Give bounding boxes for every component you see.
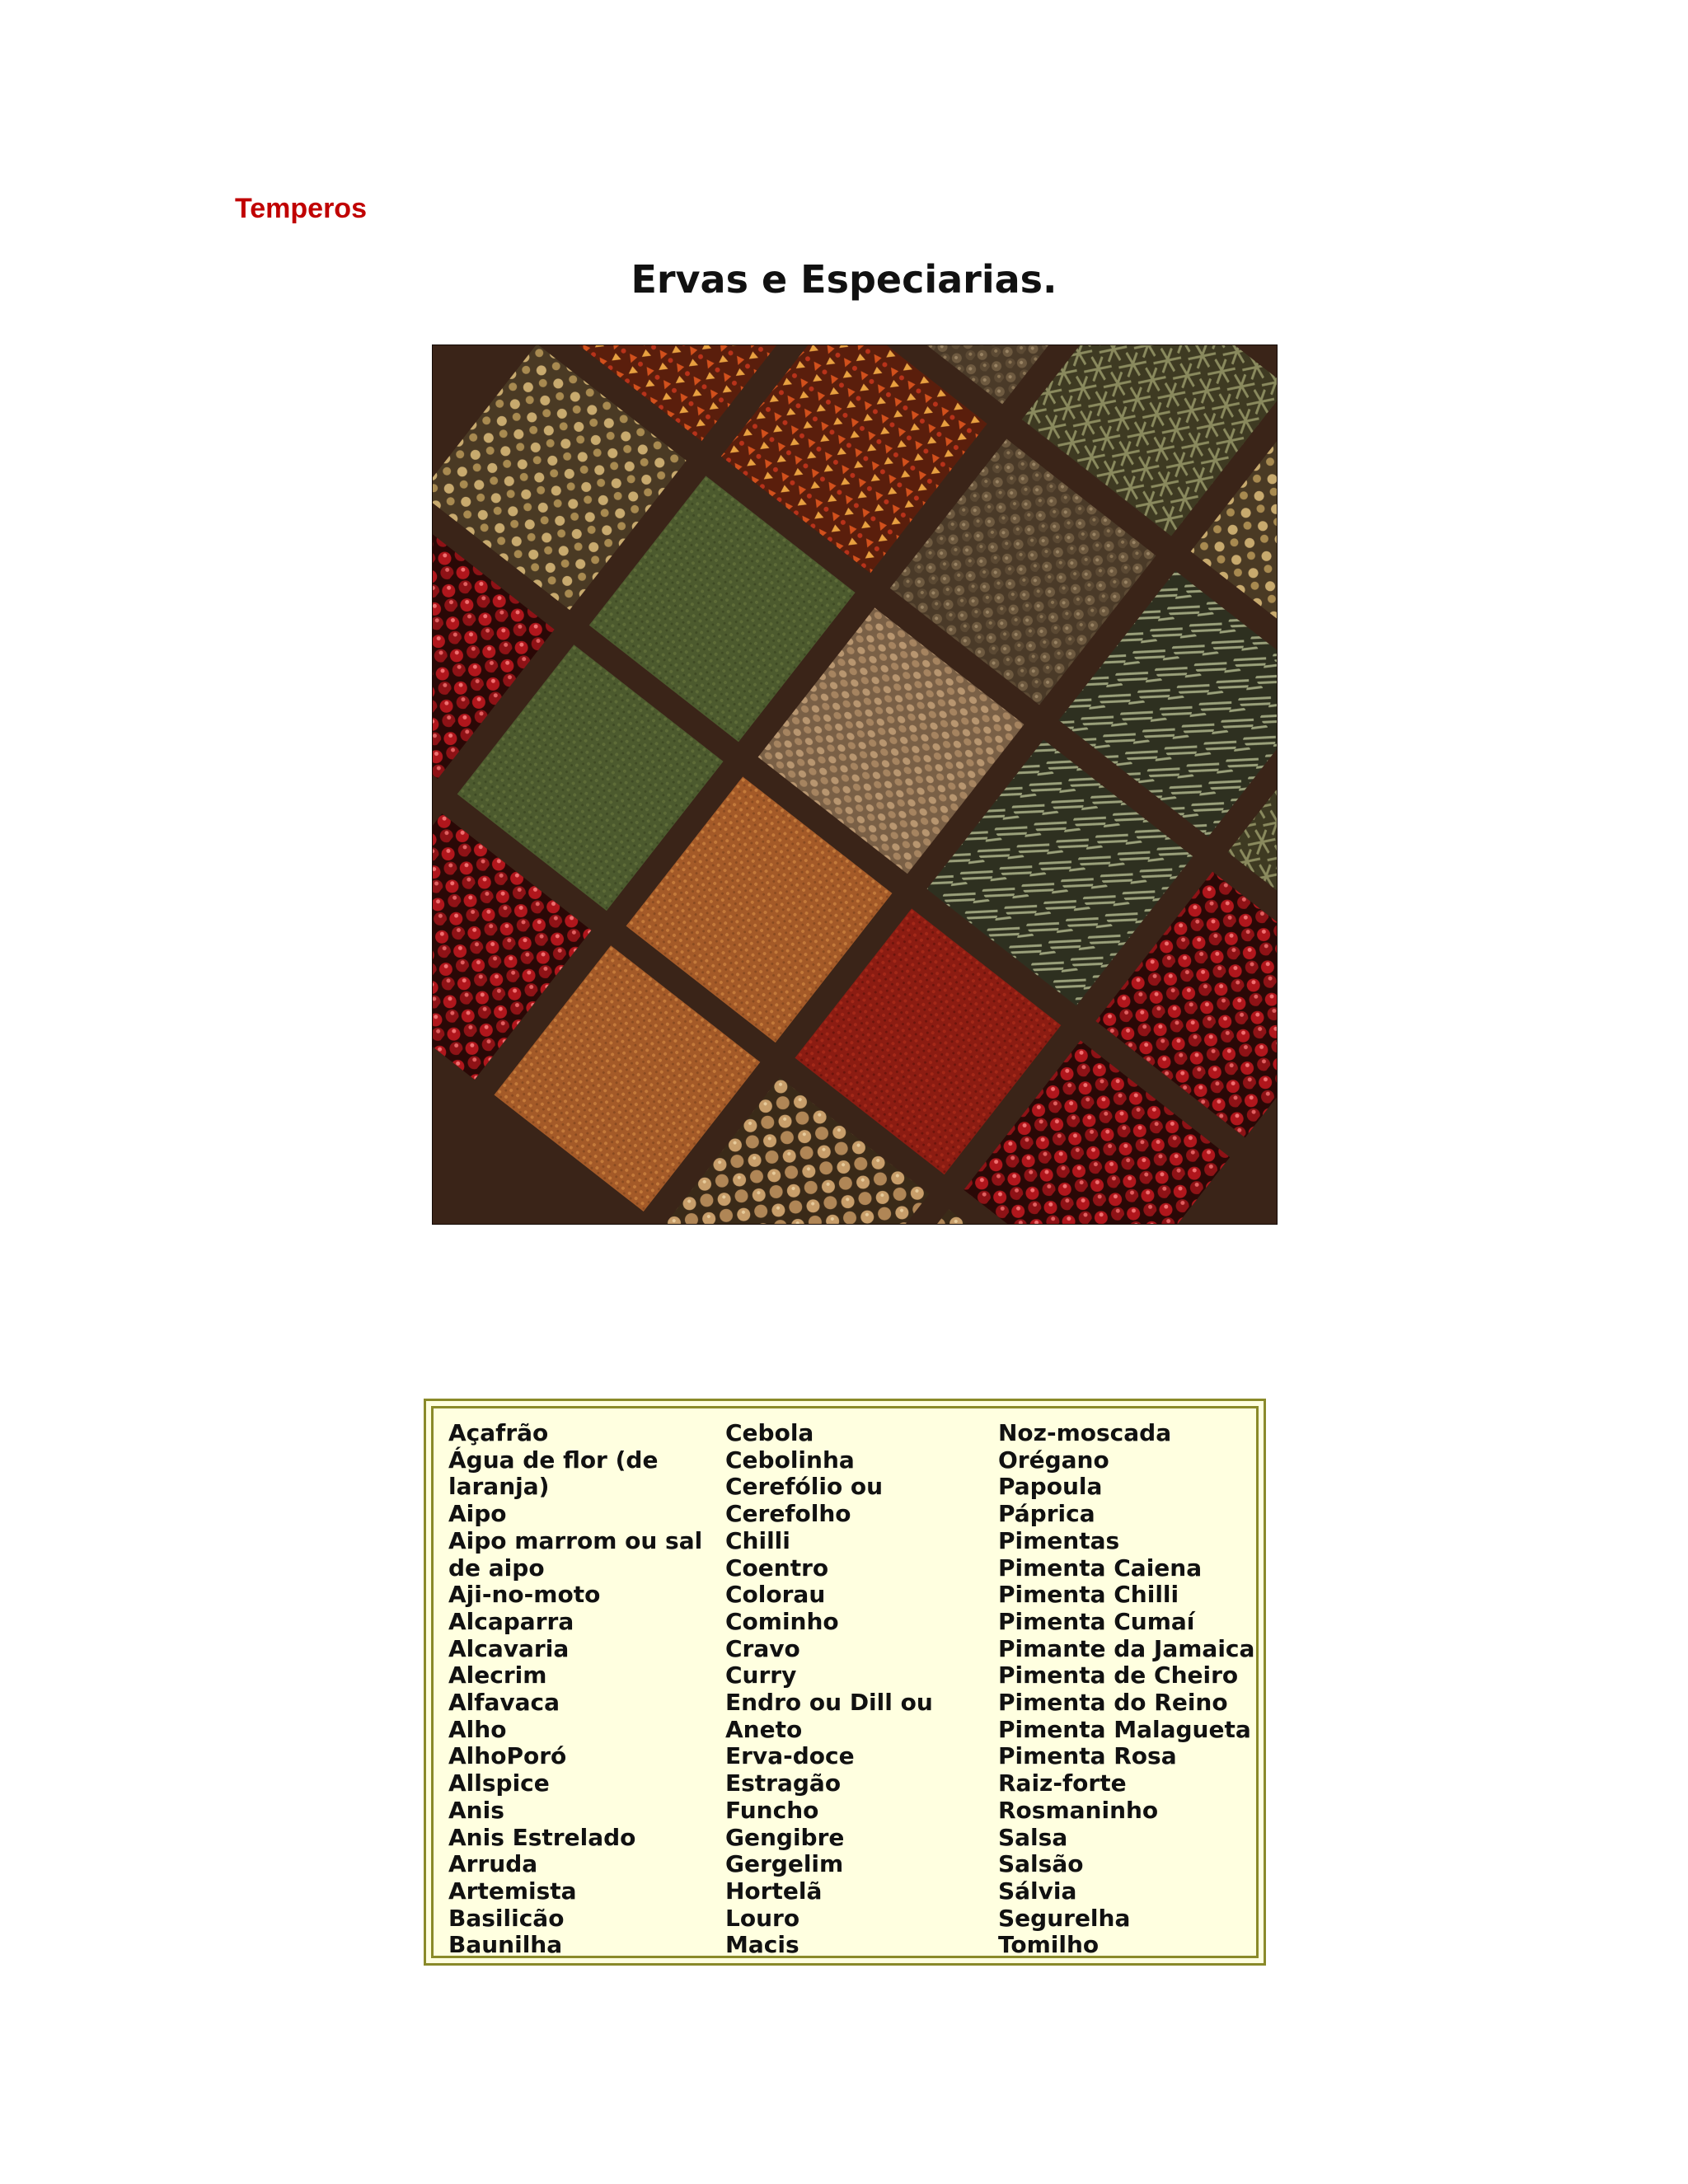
list-item: laranja) xyxy=(448,1473,550,1501)
list-item: Papoula xyxy=(998,1473,1103,1501)
list-item: Pimenta de Cheiro xyxy=(998,1661,1239,1690)
section-label: Temperos xyxy=(235,193,367,224)
list-item: Segurelha xyxy=(998,1904,1131,1932)
list-item: Arruda xyxy=(448,1850,538,1878)
list-item: Pimentas xyxy=(998,1526,1120,1554)
list-item: Hortelã xyxy=(725,1877,823,1905)
list-item: Macis xyxy=(725,1931,799,1959)
list-item: Gergelim xyxy=(725,1850,844,1878)
list-item: Açafrão xyxy=(448,1419,549,1446)
list-item: Raiz-forte xyxy=(998,1769,1127,1797)
list-item: Aneto xyxy=(725,1715,803,1743)
list-item: Erva-doce xyxy=(725,1742,855,1770)
list-item: Noz-moscada xyxy=(998,1419,1172,1446)
list-item: Artemista xyxy=(448,1877,577,1905)
list-item: Curry xyxy=(725,1661,797,1690)
list-item: Pimenta do Reino xyxy=(998,1689,1228,1717)
list-item: Aipo marrom ou sal xyxy=(448,1526,703,1554)
list-item: Cerefolho xyxy=(725,1500,851,1528)
list-item: Pimenta Caiena xyxy=(998,1554,1203,1582)
spices-photo xyxy=(432,344,1278,1225)
list-item: Salsa xyxy=(998,1823,1068,1851)
list-item: Gengibre xyxy=(725,1823,845,1851)
list-item: Cebolinha xyxy=(725,1446,855,1474)
list-item: Anis Estrelado xyxy=(448,1823,636,1851)
list-item: Alecrim xyxy=(448,1661,547,1690)
list-item: Cebola xyxy=(725,1419,814,1446)
list-item: Alcavaria xyxy=(448,1634,570,1662)
list-item: Pimenta Malagueta xyxy=(998,1715,1251,1743)
list-item: Aipo xyxy=(448,1500,507,1528)
list-item: Pimante da Jamaica xyxy=(998,1634,1255,1662)
list-item: Louro xyxy=(725,1904,800,1932)
list-item: Coentro xyxy=(725,1554,829,1582)
page-title: Ervas e Especiarias. xyxy=(631,257,1057,302)
list-item: Anis xyxy=(448,1796,504,1824)
spice-list-box xyxy=(424,1399,1266,1966)
list-item: Cominho xyxy=(725,1607,839,1635)
list-item: Tomilho xyxy=(998,1931,1100,1959)
list-item: Allspice xyxy=(448,1769,550,1797)
list-item: Pimenta Cumaí xyxy=(998,1607,1195,1635)
list-item: Aji-no-moto xyxy=(448,1581,601,1609)
list-item: Orégano xyxy=(998,1446,1109,1474)
list-item: Alho xyxy=(448,1715,507,1743)
list-item: de aipo xyxy=(448,1554,545,1582)
list-item: Funcho xyxy=(725,1796,819,1824)
list-item: Pimenta Rosa xyxy=(998,1742,1177,1770)
list-item: Água de flor (de xyxy=(448,1446,659,1474)
list-item: Alfavaca xyxy=(448,1689,560,1717)
spice-list-inner-border xyxy=(431,1406,1259,1958)
list-item: Estragão xyxy=(725,1769,842,1797)
list-item: Páprica xyxy=(998,1500,1095,1528)
list-item: Baunilha xyxy=(448,1931,563,1959)
list-item: Sálvia xyxy=(998,1877,1077,1905)
list-item: Pimenta Chilli xyxy=(998,1581,1179,1609)
list-item: Rosmaninho xyxy=(998,1796,1159,1824)
list-item: Chilli xyxy=(725,1526,790,1554)
list-item: Endro ou Dill ou xyxy=(725,1689,933,1717)
list-item: Basilicão xyxy=(448,1904,565,1932)
list-item: Alcaparra xyxy=(448,1607,574,1635)
list-item: Salsão xyxy=(998,1850,1084,1878)
list-item: AlhoPoró xyxy=(448,1742,567,1770)
spice-column-2 xyxy=(725,1420,989,1959)
list-item: Cerefólio ou xyxy=(725,1473,884,1501)
spice-column-1 xyxy=(448,1420,712,1959)
list-item: Colorau xyxy=(725,1581,826,1609)
spice-column-3 xyxy=(998,1420,1262,1959)
list-item: Cravo xyxy=(725,1634,800,1662)
